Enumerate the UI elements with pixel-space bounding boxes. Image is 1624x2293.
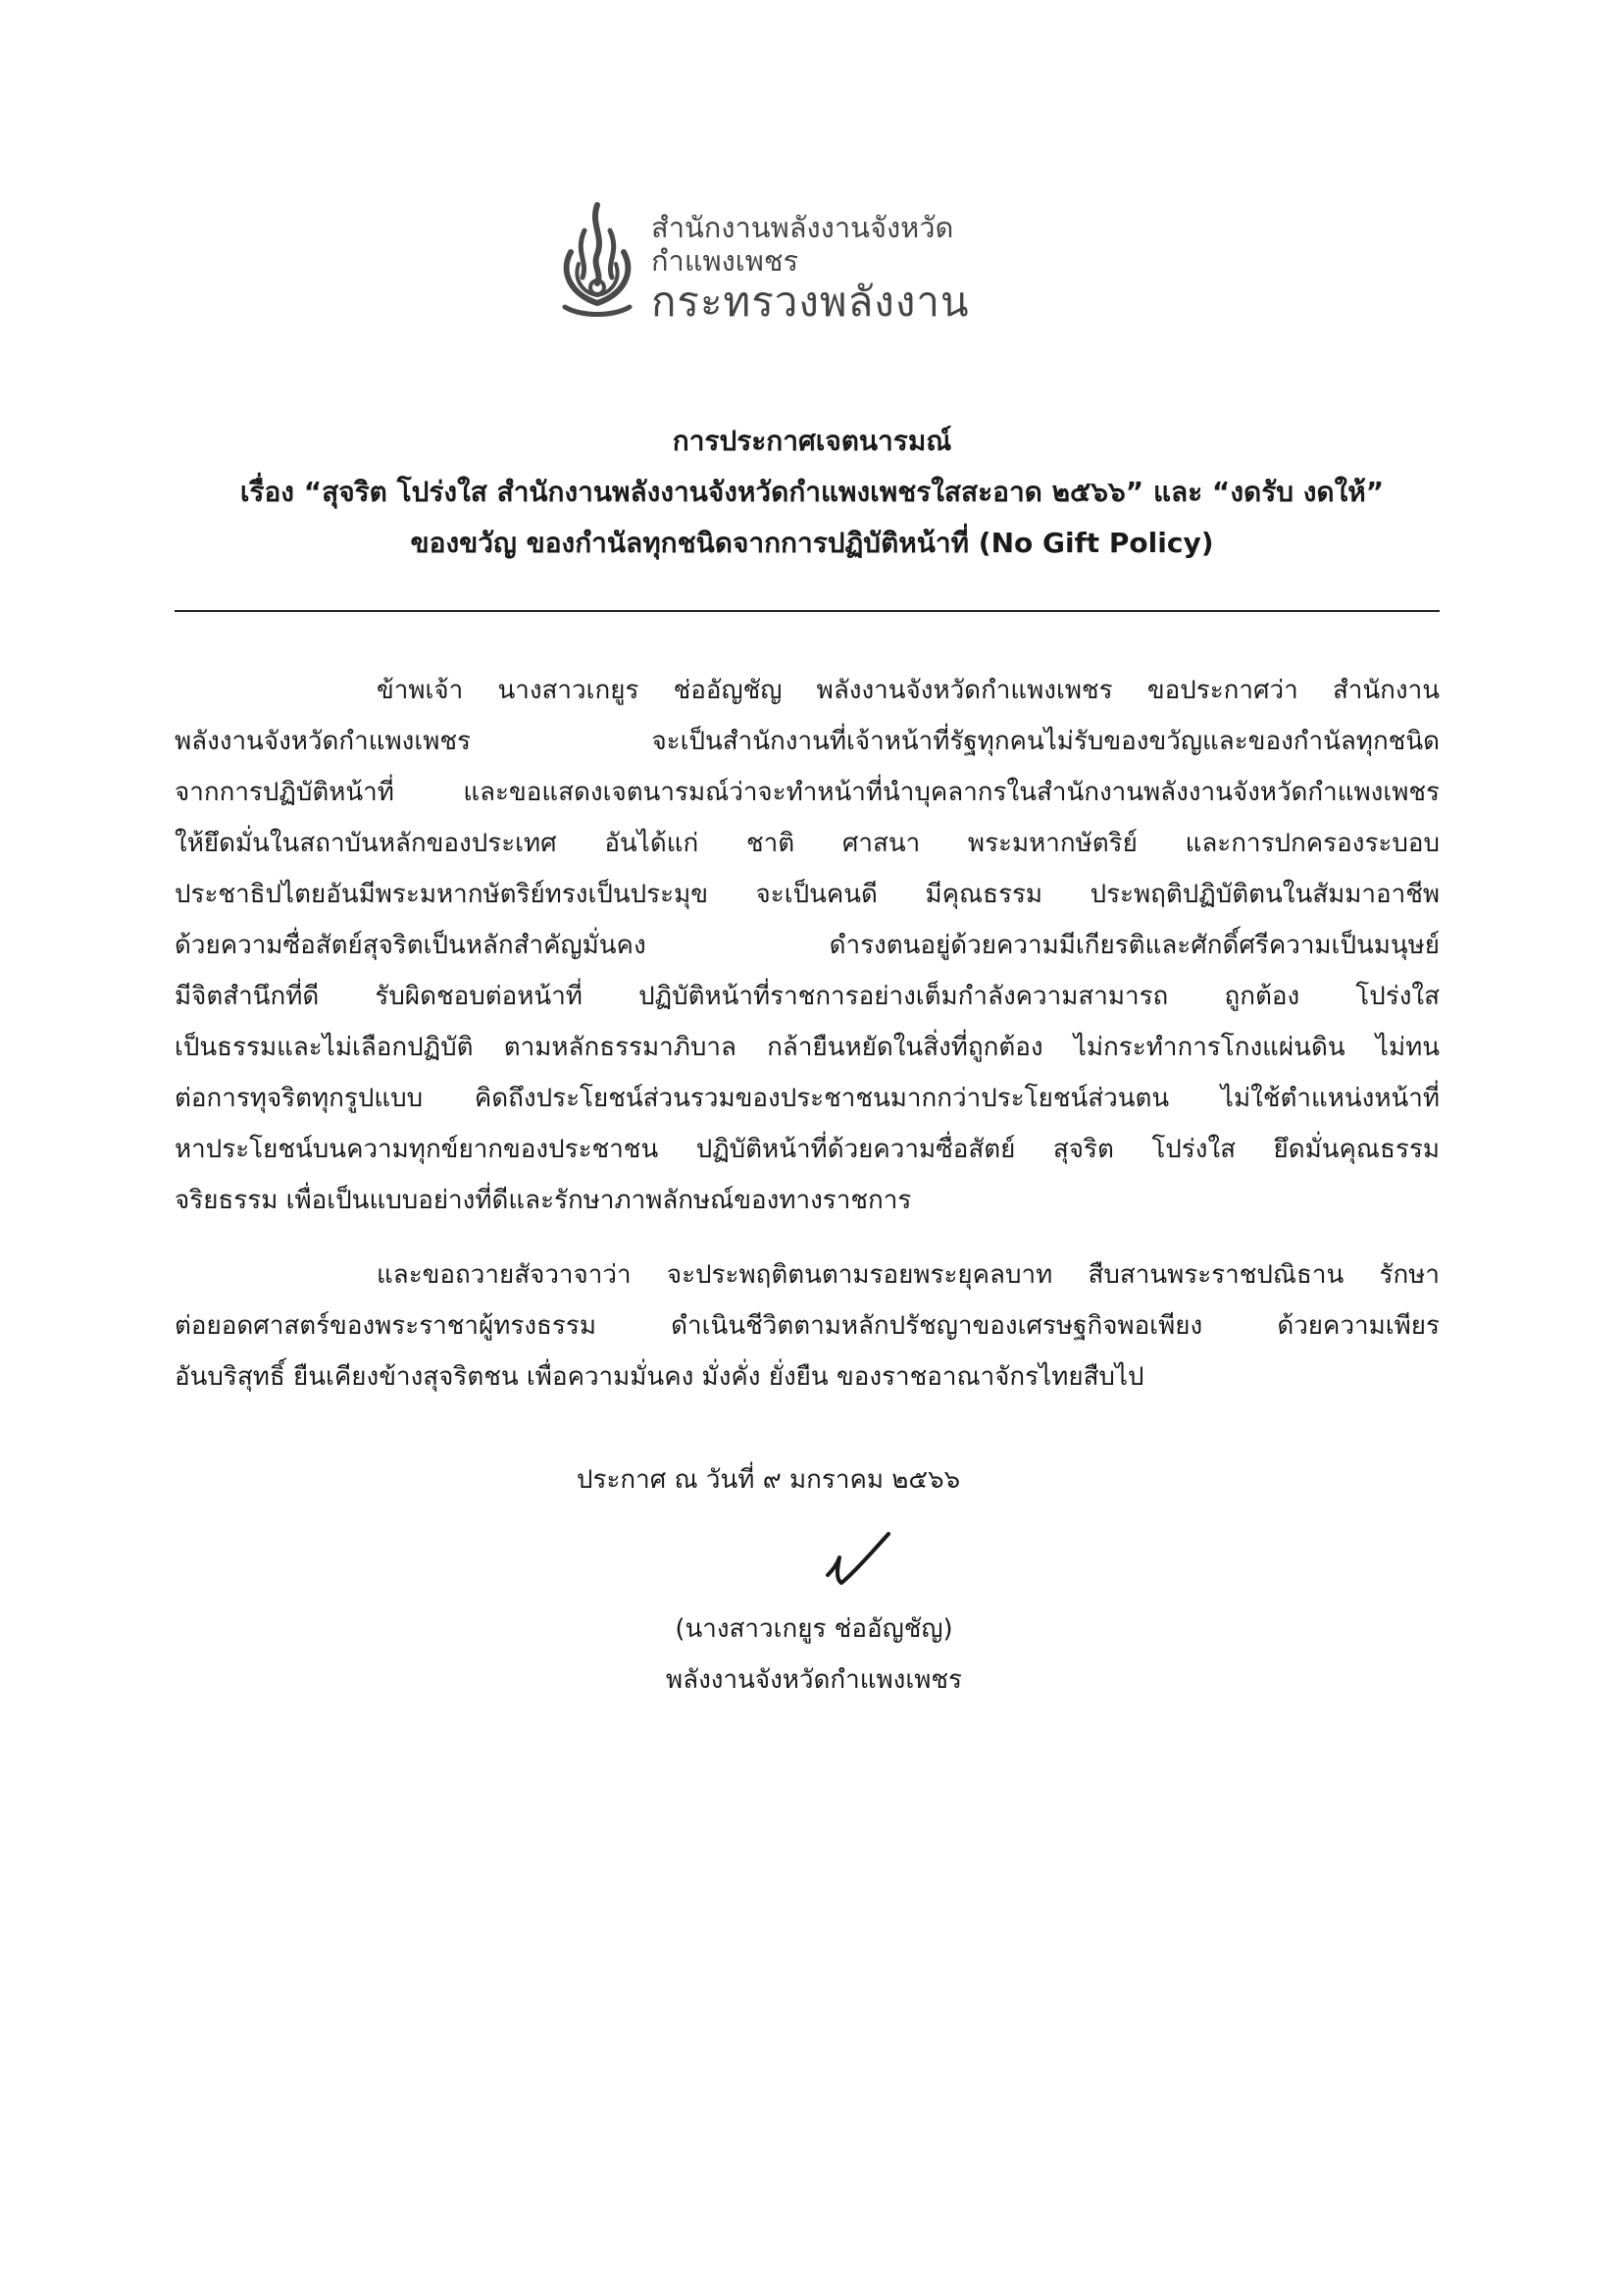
paragraph2-line: และขอถวายสัจวาจาว่า จะประพฤติตนตามรอยพระยุคลบาท สืบสานพระราชปณิธาน รักษา [377, 1260, 1440, 1290]
organization-name [651, 211, 970, 327]
announcement-date: ประกาศ ณ วันที่ ๙ มกราคม ๒๕๖๖ [577, 1465, 961, 1495]
paragraph1-line: มีจิตสำนึกที่ดี รับผิดชอบต่อหน้าที่ ปฏิบัติหน้าที่ราชการอย่างเต็มกำลังความสามารถ ถูกต้อง โปร่งใส [175, 982, 1440, 1011]
paragraph1-line: หาประโยชน์บนความทุกข์ยากของประชาชน ปฏิบัติหน้าที่ด้วยความซื่อสัตย์ สุจริต โปร่งใส ยึดมั่นคุณธรรม [175, 1135, 1440, 1164]
paragraph1-line: ให้ยึดมั่นในสถาบันหลักของประเทศ อันได้แก่ ชาติ ศาสนา พระมหากษัตริย์ และการปกครองระบอบ [175, 829, 1440, 858]
document-title: การประกาศเจตนารมณ์ [672, 425, 952, 457]
signatory-title: พลังงานจังหวัดกำแพงเพชร [666, 1665, 962, 1695]
signatory-name: (นางสาวเกยูร ช่ออัญชัญ) [675, 1614, 953, 1644]
paragraph1-line: ข้าพเจ้า นางสาวเกยูร ช่ออัญชัญ พลังงานจังหวัดกำแพงเพชร ขอประกาศว่า สำนักงาน [377, 676, 1440, 705]
document-subject-line1: เรื่อง “สุจริต โปร่งใส สำนักงานพลังงานจังหวัดกำแพงเพชรใสสะอาด ๒๕๖๖” และ “งดรับ งดให้” [239, 476, 1385, 508]
ministry-of-energy-flame-logo [555, 201, 639, 319]
province-name: กำแพงเพชร [651, 244, 799, 278]
paragraph1-line: จริยธรรม เพื่อเป็นแบบอย่างที่ดีและรักษาภาพลักษณ์ของทางราชการ [175, 1186, 912, 1215]
paragraph1-line: ด้วยความซื่อสัตย์สุจริตเป็นหลักสำคัญมั่นคง ดำรงตนอยู่ด้วยความมีเกียรติและศักดิ์ศรีความเป็นมนุษย์ [175, 931, 1440, 960]
letterhead [555, 201, 1104, 329]
paragraph1-line: ประชาธิปไตยอันมีพระมหากษัตริย์ทรงเป็นประมุข จะเป็นคนดี มีคุณธรรม ประพฤติปฏิบัติตนในสัมมาอาชีพ [175, 880, 1440, 909]
handwritten-signature [820, 1528, 898, 1597]
document-subject-line2: ของขวัญ ของกำนัลทุกชนิดจากการปฏิบัติหน้าที่ (No Gift Policy) [410, 527, 1214, 559]
paragraph1-line: ต่อการทุจริตทุกรูปแบบ คิดถึงประโยชน์ส่วนรวมของประชาชนมากกว่าประโยชน์ส่วนตน ไม่ใช้ตำแหน่งหน้าที่ [175, 1084, 1440, 1113]
heading-divider [175, 610, 1440, 612]
paragraph1-line: เป็นธรรมและไม่เลือกปฏิบัติ ตามหลักธรรมาภิบาล กล้ายืนหยัดในสิ่งที่ถูกต้อง ไม่กระทำการโกงแผ่นดิน ไม่ทน [175, 1033, 1440, 1062]
office-name: สำนักงานพลังงานจังหวัด [651, 211, 954, 244]
ministry-name: กระทรวงพลังงาน [651, 278, 970, 326]
paragraph1-line: จากการปฏิบัติหน้าที่ และขอแสดงเจตนารมณ์ว่าจะทำหน้าที่นำบุคลากรในสำนักงานพลังงานจังหวัดกำแพงเพชร [175, 778, 1440, 807]
paragraph2-line: ต่อยอดศาสตร์ของพระราชาผู้ทรงธรรม ดำเนินชีวิตตามหลักปรัชญาของเศรษฐกิจพอเพียง ด้วยความเพียร [175, 1311, 1440, 1341]
paragraph2-line: อันบริสุทธิ์ ยืนเคียงข้างสุจริตชน เพื่อความมั่นคง มั่งคั่ง ยั่งยืน ของราชอาณาจักรไทยสืบไป [175, 1362, 1144, 1392]
paragraph1-line: พลังงานจังหวัดกำแพงเพชร จะเป็นสำนักงานที่เจ้าหน้าที่รัฐทุกคนไม่รับของขวัญและของกำนัลทุกชนิด [175, 727, 1440, 756]
